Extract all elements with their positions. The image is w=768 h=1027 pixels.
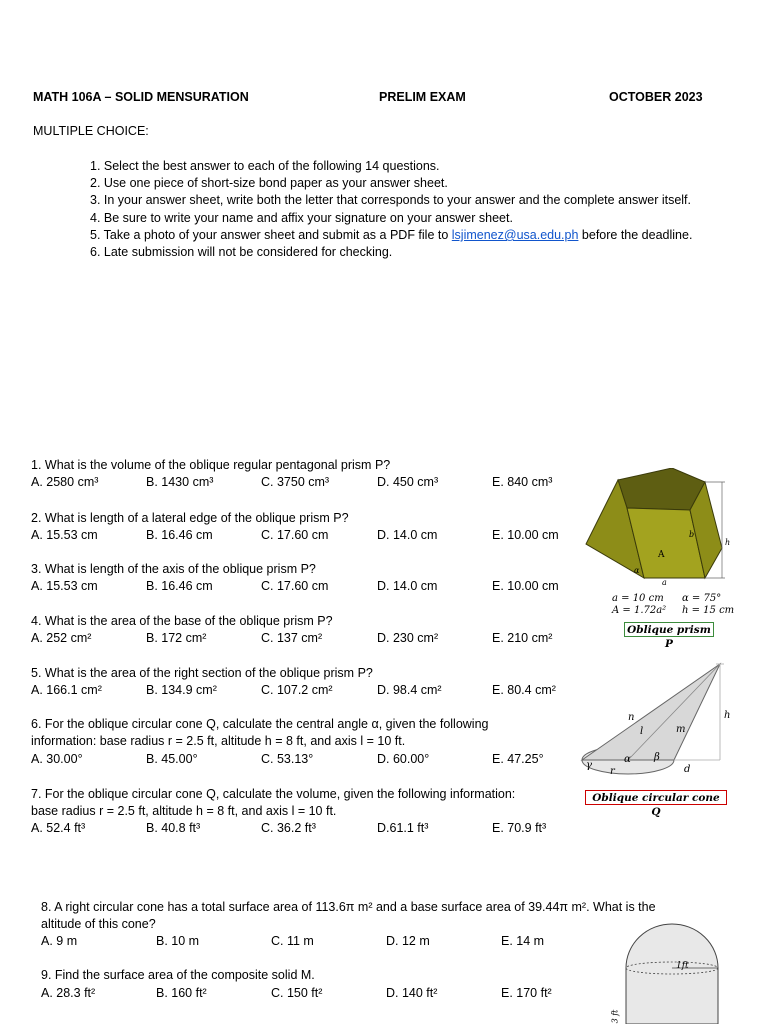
question-text-continued: information: base radius r = 2.5 ft, altitude h = 8 ft, and axis l = 10 ft. bbox=[31, 734, 406, 748]
option-a: A. 30.00° bbox=[31, 752, 83, 766]
option-a: A. 9 m bbox=[41, 934, 78, 948]
section-title: MULTIPLE CHOICE: bbox=[33, 124, 149, 138]
question-text: 9. Find the surface area of the composite solid M. bbox=[41, 968, 315, 982]
option-e: E. 210 cm² bbox=[492, 631, 553, 645]
exam-title: PRELIM EXAM bbox=[379, 90, 466, 104]
composite-solid-figure bbox=[610, 920, 730, 1024]
option-c: C. 150 ft² bbox=[271, 986, 323, 1000]
option-c: C. 53.13° bbox=[261, 752, 314, 766]
question-text-continued: base radius r = 2.5 ft, altitude h = 8 ft, and axis l = 10 ft. bbox=[31, 804, 337, 818]
cone-label-n: n bbox=[628, 712, 635, 723]
option-b: B. 45.00° bbox=[146, 752, 198, 766]
instruction-item: 6. Late submission will not be considered for checking. bbox=[90, 245, 393, 259]
option-a: A. 2580 cm³ bbox=[31, 475, 99, 489]
cone-caption: Oblique circular cone Q bbox=[585, 790, 727, 805]
email-link[interactable]: lsjimenez@usa.edu.ph bbox=[451, 228, 579, 242]
option-b: B. 160 ft² bbox=[156, 986, 207, 1000]
prism-edge-a-label: a bbox=[662, 578, 667, 587]
option-d: D. 60.00° bbox=[377, 752, 430, 766]
course-title: MATH 106A – SOLID MENSURATION bbox=[33, 90, 249, 104]
cone-label-l: l bbox=[640, 726, 644, 737]
option-a: A. 15.53 cm bbox=[31, 579, 98, 593]
option-d: D. 140 ft² bbox=[386, 986, 438, 1000]
prism-face-label: A bbox=[658, 550, 665, 560]
option-e: E. 80.4 cm² bbox=[492, 683, 556, 697]
cone-label-r: r bbox=[610, 766, 615, 777]
cone-label-d: d bbox=[684, 764, 691, 775]
prism-given-h: h = 15 cm bbox=[682, 605, 735, 616]
option-d: D.61.1 ft³ bbox=[377, 821, 429, 835]
option-d: D. 14.0 cm bbox=[377, 528, 438, 542]
option-d: D. 98.4 cm² bbox=[377, 683, 442, 697]
instruction-item: 3. In your answer sheet, write both the letter that corresponds to your answer and the complete answer itself. bbox=[90, 193, 692, 207]
option-b: B. 172 cm² bbox=[146, 631, 207, 645]
option-b: B. 134.9 cm² bbox=[146, 683, 217, 697]
option-a: A. 252 cm² bbox=[31, 631, 92, 645]
option-b: B. 16.46 cm bbox=[146, 528, 213, 542]
option-c: C. 107.2 cm² bbox=[261, 683, 333, 697]
option-b: B. 10 m bbox=[156, 934, 200, 948]
oblique-prism-figure bbox=[582, 468, 742, 588]
instruction-item: 2. Use one piece of short-size bond paper as your answer sheet. bbox=[90, 176, 448, 190]
prism-drawing bbox=[582, 468, 742, 588]
option-a: A. 166.1 cm² bbox=[31, 683, 102, 697]
question-text: 5. What is the area of the right section of the oblique prism P? bbox=[31, 666, 373, 680]
option-e: E. 14 m bbox=[501, 934, 545, 948]
option-d: D. 12 m bbox=[386, 934, 430, 948]
prism-edge-b-label: b bbox=[689, 530, 695, 539]
option-a: A. 52.4 ft³ bbox=[31, 821, 86, 835]
question-text: 3. What is length of the axis of the oblique prism P? bbox=[31, 562, 316, 576]
cone-label-gamma: γ bbox=[586, 760, 592, 771]
prism-height-label: h bbox=[725, 538, 731, 547]
cone-label-beta: β bbox=[654, 752, 660, 763]
option-c: C. 36.2 ft³ bbox=[261, 821, 316, 835]
option-e: E. 170 ft² bbox=[501, 986, 552, 1000]
prism-given-a: a = 10 cm bbox=[612, 593, 664, 604]
option-e: E. 840 cm³ bbox=[492, 475, 553, 489]
cone-drawing bbox=[578, 660, 760, 780]
question-text: 7. For the oblique circular cone Q, calculate the volume, given the following information: bbox=[31, 787, 516, 801]
question-text: 6. For the oblique circular cone Q, calculate the central angle α, given the following bbox=[31, 717, 489, 731]
prism-angle-label: α bbox=[634, 566, 640, 575]
question-text-continued: altitude of this cone? bbox=[41, 917, 156, 931]
question-text: 8. A right circular cone has a total surface area of 113.6π m² and a base surface area of 39.44π m². What is the bbox=[41, 900, 656, 914]
instruction-text-tail: before the deadline. bbox=[578, 228, 693, 242]
oblique-cone-figure bbox=[578, 660, 760, 780]
option-e: E. 70.9 ft³ bbox=[492, 821, 547, 835]
option-c: C. 11 m bbox=[271, 934, 314, 948]
option-b: B. 40.8 ft³ bbox=[146, 821, 201, 835]
option-b: B. 16.46 cm bbox=[146, 579, 213, 593]
cone-label-alpha: α bbox=[624, 754, 631, 765]
prism-given-alpha: α = 75° bbox=[682, 593, 722, 604]
option-d: D. 14.0 cm bbox=[377, 579, 438, 593]
option-c: C. 3750 cm³ bbox=[261, 475, 330, 489]
prism-caption: Oblique prism P bbox=[624, 622, 714, 637]
instruction-item: 4. Be sure to write your name and affix your signature on your answer sheet. bbox=[90, 211, 513, 225]
composite-drawing bbox=[610, 920, 730, 1024]
option-d: D. 450 cm³ bbox=[377, 475, 439, 489]
option-c: C. 137 cm² bbox=[261, 631, 323, 645]
instruction-item bbox=[90, 228, 692, 242]
option-a: A. 28.3 ft² bbox=[41, 986, 96, 1000]
option-e: E. 10.00 cm bbox=[492, 579, 559, 593]
option-e: E. 47.25° bbox=[492, 752, 544, 766]
exam-date: OCTOBER 2023 bbox=[609, 90, 703, 104]
prism-given-area: A = 1.72a² bbox=[612, 605, 667, 616]
option-c: C. 17.60 cm bbox=[261, 528, 329, 542]
composite-height-label: 3 ft bbox=[610, 1009, 620, 1024]
option-b: B. 1430 cm³ bbox=[146, 475, 214, 489]
option-e: E. 10.00 cm bbox=[492, 528, 559, 542]
instruction-text: 5. Take a photo of your answer sheet and submit as a PDF file to bbox=[90, 228, 452, 242]
instruction-item: 1. Select the best answer to each of the following 14 questions. bbox=[90, 159, 440, 173]
question-text: 4. What is the area of the base of the oblique prism P? bbox=[31, 614, 333, 628]
option-c: C. 17.60 cm bbox=[261, 579, 329, 593]
cone-label-h: h bbox=[724, 710, 731, 721]
question-text: 1. What is the volume of the oblique regular pentagonal prism P? bbox=[31, 458, 391, 472]
option-d: D. 230 cm² bbox=[377, 631, 439, 645]
cone-label-m: m bbox=[676, 724, 686, 735]
question-text: 2. What is length of a lateral edge of the oblique prism P? bbox=[31, 511, 349, 525]
composite-radius-label: 1ft bbox=[676, 961, 689, 971]
option-a: A. 15.53 cm bbox=[31, 528, 98, 542]
